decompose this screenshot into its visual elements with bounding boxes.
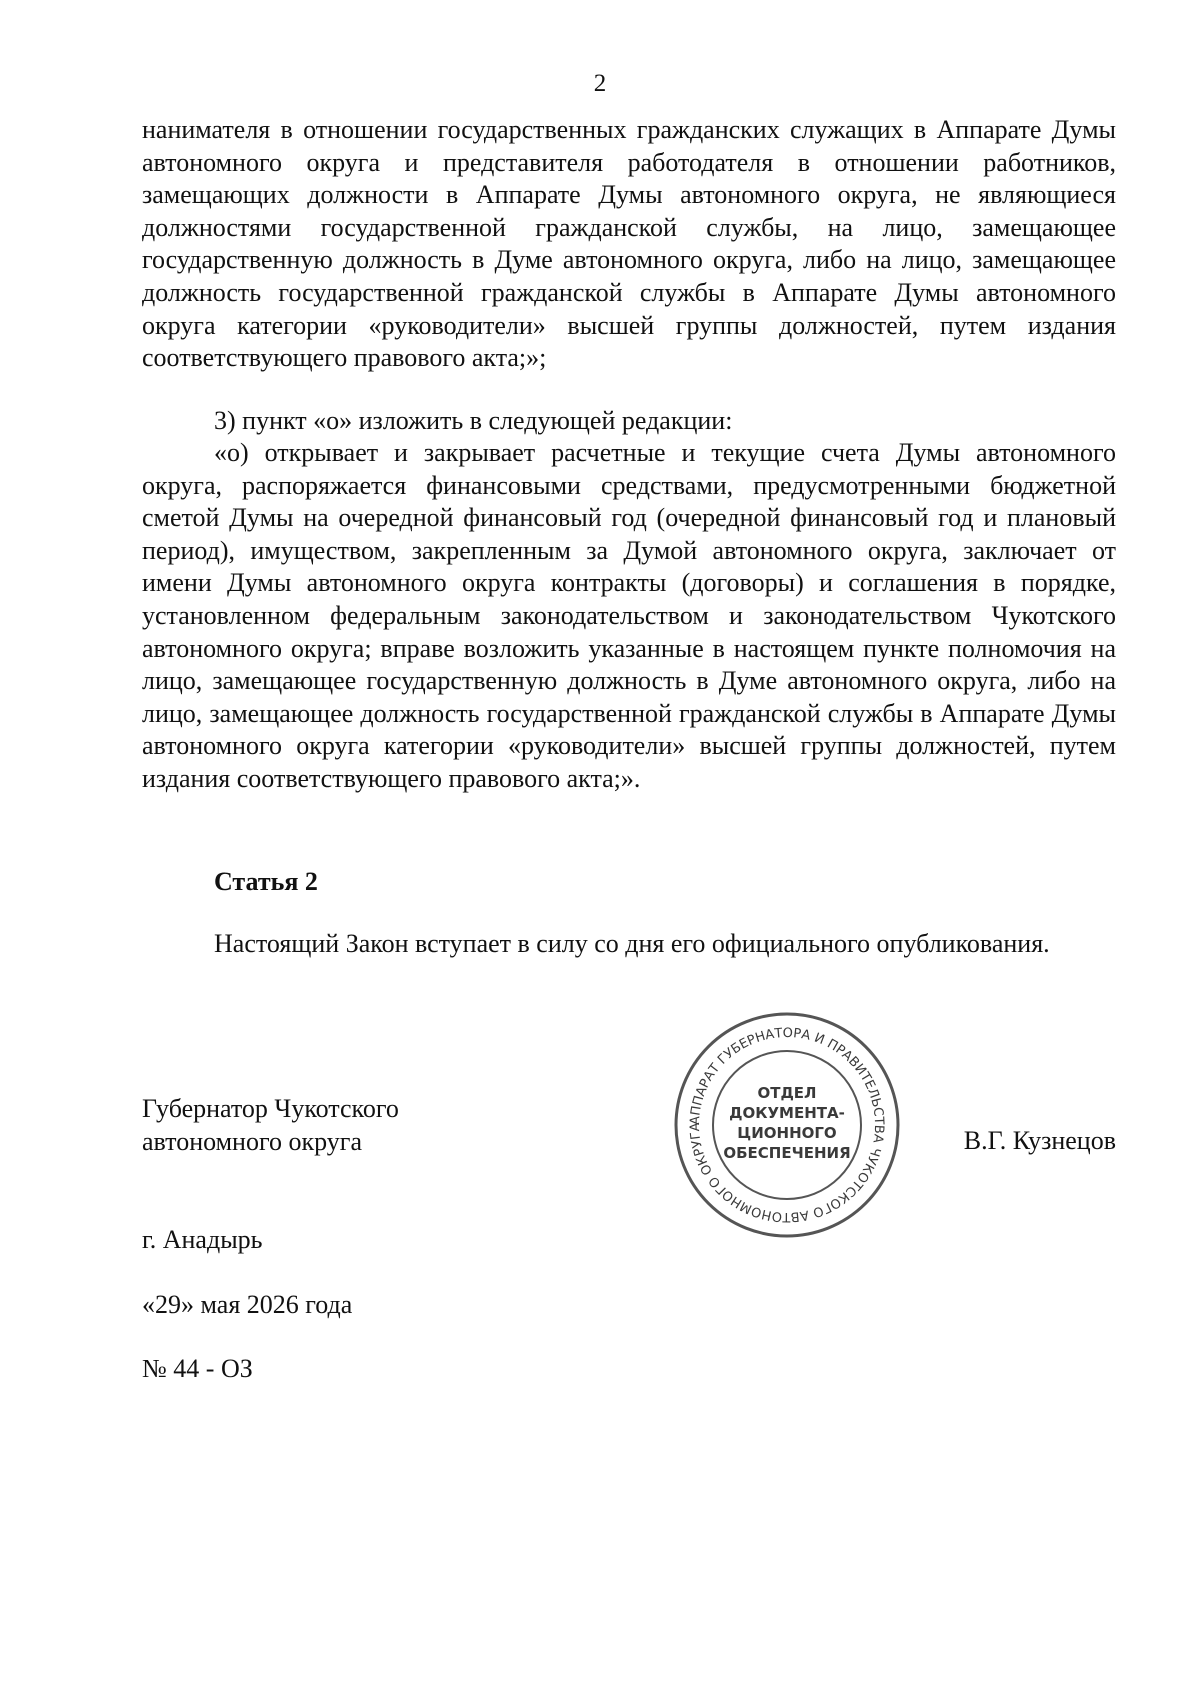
signatory-title-line2: автономного округа [142, 1126, 362, 1156]
paragraph-item-o: «о) открывает и закрывает расчетные и текущие счета Думы автономного округа, распоряжается финансовыми средствами, предусмотренными бюджетной сметой Думы на очередной финансовый год (очередной финансовый год и плановый период), имуществом, закрепленным за Думой автономного округа, заключает от имени Думы автономного округа контракты (договоры) и соглашения в порядке, установленном федеральным законодательством и законодательством Чукотского автономного округа; вправе возложить указанные в настоящем пункте полномочия на лицо, замещающее государственную должность в Думе автономного округа, либо на лицо, замещающее должность государственной гражданской службы в Аппарате Думы автономного округа категории «руководители» высшей группы должностей, путем издания соответствующего правового акта;». [142, 438, 1116, 793]
date: «29» мая 2026 года [142, 1290, 353, 1319]
paragraph-article-2: Настоящий Закон вступает в силу со дня его официального опубликования. [214, 929, 1050, 958]
paragraph-continuation: нанимателя в отношении государственных гражданских служащих в Аппарате Думы автономного округа и представителя работодателя в отношении работников, замещающих должности в Аппарате Думы автономного округа, не являющиеся должностями государственной гражданской службы, на лицо, замещающее государственную должность в Думе автономного округа, либо на лицо, замещающее должность государственной гражданской службы в Аппарате Думы автономного округа категории «руководители» высшей группы должностей, путем издания соответствующего правового акта;»; [142, 115, 1116, 373]
stamp-line3: ЦИОННОГО [737, 1124, 837, 1142]
paragraph-item-3: 3) пункт «о» изложить в следующей редакции: [214, 406, 733, 435]
city: г. Анадырь [142, 1225, 263, 1254]
signatory-title [142, 1093, 399, 1158]
signatory-name: В.Г. Кузнецов [963, 1126, 1116, 1155]
signatory-title-line1: Губернатор Чукотского [142, 1094, 399, 1123]
law-number: № 44 - ОЗ [142, 1354, 253, 1383]
stamp-line1: ОТДЕЛ [757, 1084, 817, 1102]
stamp-line2: ДОКУМЕНТА- [729, 1104, 845, 1122]
stamp-ring-text: АППАРАТ ГУБЕРНАТОРА И ПРАВИТЕЛЬСТВА ЧУКОТСКОГО АВТОНОМНОГО ОКРУГА [687, 1025, 887, 1225]
page-number: 2 [593, 70, 607, 97]
official-stamp [672, 1010, 902, 1240]
article-2-heading: Статья 2 [214, 867, 318, 896]
stamp-line4: ОБЕСПЕЧЕНИЯ [723, 1144, 851, 1162]
